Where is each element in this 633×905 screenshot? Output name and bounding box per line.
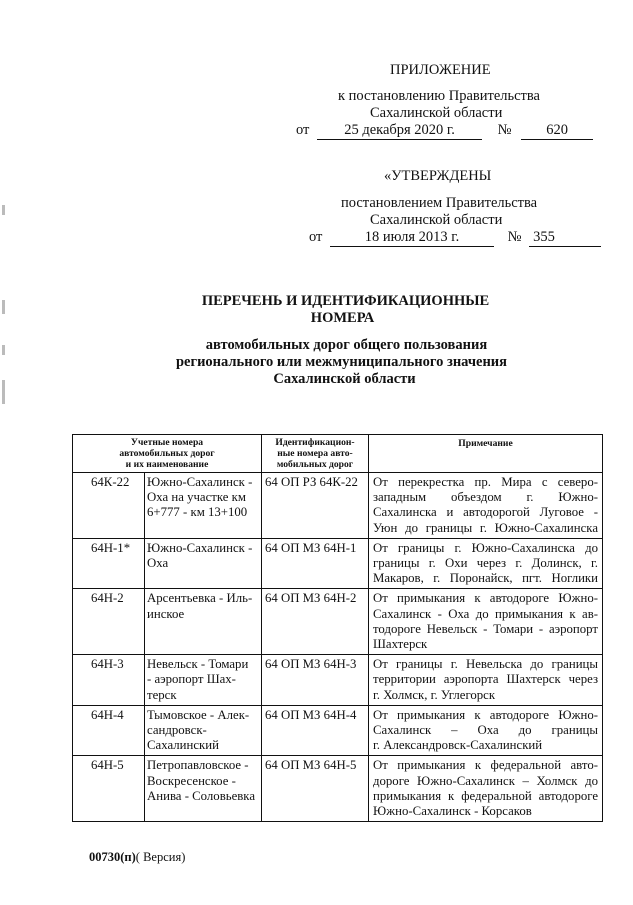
approved-line1: постановлением Правительства: [341, 195, 538, 211]
table-header-row: [73, 435, 603, 473]
title-line1: ПЕРЕЧЕНЬ И ИДЕНТИФИКАЦИОННЫЕ: [201, 293, 490, 309]
road-number: 64Н-1*: [73, 538, 145, 589]
appendix-number: 620: [521, 122, 593, 140]
road-ident: 64 ОП РЗ 64К-22: [262, 473, 369, 539]
header-road-numbers: Учетные номера автомобильных дорог и их наименование: [73, 435, 262, 473]
road-ident: 64 ОП МЗ 64Н-4: [262, 705, 369, 756]
appendix-date: 25 декабря 2020 г.: [317, 122, 482, 140]
road-note: От перекрестка пр. Мира с северо- западным объездом г. Южно- Сахалинска и автодорогой Луговое - Уюн до границы г. Южно-Сахалинска: [369, 473, 603, 539]
header-ident-numbers: Идентификацион- ные номера авто- мобильных дорог: [262, 435, 369, 473]
road-ident: 64 ОП МЗ 64Н-3: [262, 655, 369, 706]
table-row: [73, 589, 603, 655]
document-footer: [89, 850, 185, 865]
approved-title: «УТВЕРЖДЕНЫ: [384, 168, 492, 184]
table-row: [73, 756, 603, 822]
table-row: [73, 655, 603, 706]
date-prefix: от: [296, 122, 310, 138]
road-name: Южно-Сахалинск - Оха на участке км 6+777 - км 13+100: [145, 473, 262, 539]
roads-table: [72, 434, 603, 822]
subtitle-line1: автомобильных дорог общего пользования: [205, 337, 488, 353]
road-note: От границы г. Невельска до границы территории аэропорта Шахтерск через г. Холмск, г. Углегорск: [369, 655, 603, 706]
road-number: 64Н-5: [73, 756, 145, 822]
road-number: 64Н-2: [73, 589, 145, 655]
road-ident: 64 ОП МЗ 64Н-1: [262, 538, 369, 589]
approved-date-row: [309, 229, 601, 247]
scan-edge-mark: [2, 205, 5, 215]
road-number: 64Н-4: [73, 705, 145, 756]
subtitle-line2: регионального или межмуниципального значения: [175, 354, 508, 370]
table-row: [73, 473, 603, 539]
approved-date: 18 июля 2013 г.: [330, 229, 494, 247]
road-name: Тымовское - Алек- сандровск- Сахалинский: [145, 705, 262, 756]
number-prefix: №: [507, 229, 522, 245]
table-row: [73, 705, 603, 756]
road-ident: 64 ОП МЗ 64Н-5: [262, 756, 369, 822]
road-number: 64Н-3: [73, 655, 145, 706]
date-prefix: от: [309, 229, 323, 245]
road-name: Арсентьевка - Иль- инское: [145, 589, 262, 655]
road-name: Петропавловское - Воскресенское - Анива - Соловьевка: [145, 756, 262, 822]
road-number: 64К-22: [73, 473, 145, 539]
approved-number: 355: [529, 229, 601, 247]
road-name: Южно-Сахалинск - Оха: [145, 538, 262, 589]
appendix-title: ПРИЛОЖЕНИЕ: [390, 62, 491, 78]
road-name: Невельск - Томари - аэропорт Шах- терск: [145, 655, 262, 706]
road-note: От границы г. Южно-Сахалинска до границы г. Охи через г. Долинск, г. Макаров, г. Поронайск, пгт. Ноглики: [369, 538, 603, 589]
road-ident: 64 ОП МЗ 64Н-2: [262, 589, 369, 655]
road-note: От примыкания к автодороге Южно- Сахалинск - Оха до примыкания к ав- тодороге Невельск - Томари - аэропорт Шахтерск: [369, 589, 603, 655]
resolution-line: к постановлению Правительства: [338, 88, 540, 104]
document-version: ( Версия): [135, 850, 186, 864]
document-subtitle: [0, 337, 633, 388]
title-line2: НОМЕРА: [310, 310, 375, 326]
subtitle-line3: Сахалинской области: [273, 371, 416, 387]
appendix-date-row: [296, 122, 593, 140]
approved-line2: Сахалинской области: [370, 212, 503, 228]
header-note: Примечание: [369, 435, 603, 473]
table-row: [73, 538, 603, 589]
document-code: 00730(п): [89, 850, 136, 864]
region-line: Сахалинской области: [370, 105, 503, 121]
road-note: От примыкания к автодороге Южно- Сахалинск – Оха до границы г. Александровск-Сахалинский: [369, 705, 603, 756]
road-note: От примыкания к федеральной авто- дороге Южно-Сахалинск – Холмск до примыкания к федеральной автодороге Южно-Сахалинск - Корсаков: [369, 756, 603, 822]
number-prefix: №: [497, 122, 512, 138]
document-title: [0, 293, 633, 327]
